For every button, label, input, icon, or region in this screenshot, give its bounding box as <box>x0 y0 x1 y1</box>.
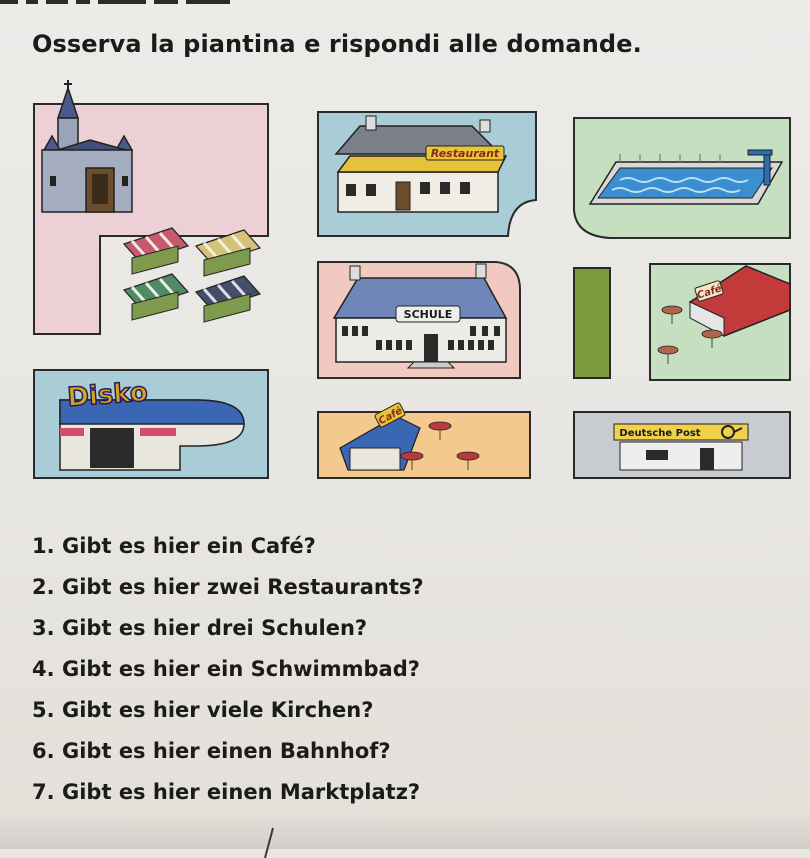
cafe-bottom-label: Café <box>376 405 405 428</box>
question-item <box>32 739 424 780</box>
question-item <box>32 534 424 575</box>
question-item <box>32 616 424 657</box>
question-text: Gibt es hier einen Bahnhof? <box>62 739 391 763</box>
park-strip <box>574 268 610 378</box>
instruction-heading: Osserva la piantina e rispondi alle domande. <box>32 30 642 58</box>
cafe-bottom-block <box>318 402 530 478</box>
question-text: Gibt es hier viele Kirchen? <box>62 698 374 722</box>
question-text: Gibt es hier ein Café? <box>62 534 316 558</box>
question-number: 6. <box>32 739 55 763</box>
school-label: SCHULE <box>403 308 453 321</box>
question-number: 5. <box>32 698 55 722</box>
question-item <box>32 657 424 698</box>
church-icon <box>42 80 132 212</box>
question-number: 2. <box>32 575 55 599</box>
school-block <box>318 262 520 378</box>
question-text: Gibt es hier ein Schwimmbad? <box>62 657 420 681</box>
question-text: Gibt es hier drei Schulen? <box>62 616 368 640</box>
question-number: 1. <box>32 534 55 558</box>
restaurant-block <box>318 112 536 236</box>
question-number: 7. <box>32 780 55 804</box>
question-number: 3. <box>32 616 55 640</box>
question-text: Gibt es hier zwei Restaurants? <box>62 575 424 599</box>
cafe-right-label: Café <box>695 283 724 302</box>
question-item <box>32 575 424 616</box>
church-block <box>34 80 268 334</box>
disko-block <box>34 370 268 478</box>
question-item <box>32 698 424 739</box>
post-office-label: Deutsche Post <box>619 428 701 439</box>
disko-label: Disko <box>66 377 149 413</box>
question-text: Gibt es hier einen Marktplatz? <box>62 780 421 804</box>
page-bottom-shadow <box>0 812 810 849</box>
market-stalls <box>124 228 260 322</box>
question-list <box>32 534 424 821</box>
post-office-block <box>574 412 790 478</box>
restaurant-label: Restaurant <box>430 147 500 160</box>
pencil-mark <box>255 818 325 858</box>
swimming-pool-block <box>574 118 790 238</box>
cafe-right-block <box>650 264 790 380</box>
question-number: 4. <box>32 657 55 681</box>
